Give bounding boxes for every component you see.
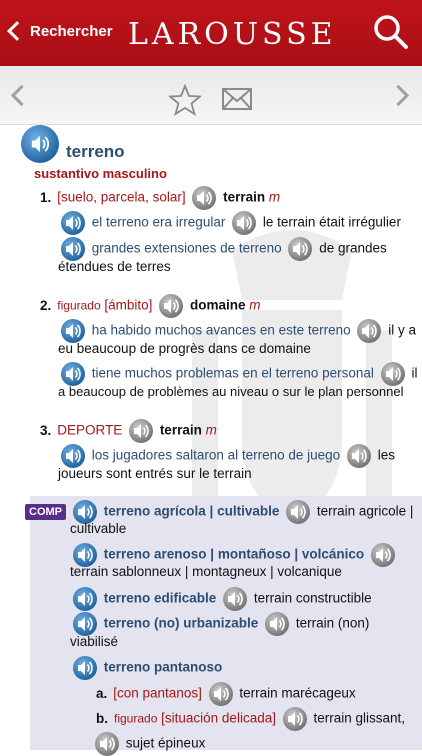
speaker-icon[interactable]: [283, 707, 307, 731]
compound-continuation: cultivable: [70, 521, 127, 536]
speaker-icon[interactable]: [209, 682, 233, 706]
sense-3: 3. DEPORTE terrain m: [40, 419, 217, 443]
speaker-icon[interactable]: [265, 612, 289, 636]
example: el terreno era irregular le terrain était irrégulier: [58, 211, 401, 235]
speaker-icon[interactable]: [129, 419, 153, 443]
toolbar: [0, 66, 422, 125]
speaker-icon[interactable]: [73, 587, 97, 611]
speaker-icon[interactable]: [95, 732, 119, 756]
speaker-icon[interactable]: [192, 186, 216, 210]
compound-item: terreno agrícola | cultivable terrain agricole |: [70, 500, 413, 524]
comp-badge: COMP: [25, 504, 66, 520]
compound-item: terreno pantanoso: [70, 656, 222, 680]
sense-1: 1. [suelo, parcela, solar] terrain m: [40, 186, 280, 210]
part-of-speech: sustantivo masculino: [34, 166, 167, 181]
speaker-icon[interactable]: [286, 500, 310, 524]
speaker-icon[interactable]: [347, 444, 371, 468]
speaker-icon[interactable]: [20, 124, 60, 164]
star-icon[interactable]: [169, 84, 201, 116]
speaker-icon[interactable]: [73, 656, 97, 680]
example: grandes extensiones de terreno de grandes: [58, 237, 387, 261]
search-icon[interactable]: [370, 12, 410, 52]
compound-continuation: terrain sablonneux | montagneux | volcanique: [70, 564, 342, 579]
chevron-left-icon[interactable]: [11, 85, 32, 106]
example: tiene muchos problemas en el terreno personal il: [58, 362, 417, 386]
chevron-right-icon[interactable]: [388, 85, 409, 106]
example-continuation: étendues de terres: [58, 259, 171, 274]
speaker-icon[interactable]: [61, 211, 85, 235]
example-continuation: a beaucoup de problèmes au niveau o sur le plan personnel: [58, 384, 404, 399]
speaker-icon[interactable]: [223, 587, 247, 611]
speaker-icon[interactable]: [288, 237, 312, 261]
speaker-icon[interactable]: [371, 543, 395, 567]
back-button[interactable]: [4, 18, 113, 44]
speaker-icon[interactable]: [232, 211, 256, 235]
speaker-icon[interactable]: [159, 294, 183, 318]
compound-item: terreno (no) urbanizable terrain (non): [70, 612, 369, 636]
example: ha habido muchos avances en este terreno il y a: [58, 319, 416, 343]
example: los jugadores saltaron al terreno de juego les: [58, 444, 395, 468]
back-button-label: Rechercher: [30, 22, 113, 40]
chevron-left-icon: [7, 21, 27, 41]
compound-subsense: a. [con pantanos] terrain marécageux: [96, 682, 356, 706]
top-bar: [0, 0, 422, 66]
compound-item: terreno arenoso | montañoso | volcánico: [70, 543, 398, 567]
compound-item: terreno edificable terrain constructible: [70, 587, 372, 611]
example-continuation: joueurs sont entrés sur le terrain: [58, 466, 252, 481]
mail-icon[interactable]: [222, 88, 252, 110]
compound-subsense: b. figurado [situación delicada] terrain glissant,: [96, 707, 405, 731]
brand-logo: LAROUSSE: [128, 17, 337, 52]
example-continuation: eu beaucoup de progrès dans ce domaine: [58, 341, 311, 356]
compound-continuation: sujet épineux: [92, 732, 205, 756]
speaker-icon[interactable]: [357, 319, 381, 343]
sense-2: 2. figurado [ámbito] domaine m: [40, 294, 261, 318]
headword: terreno: [66, 142, 125, 161]
compound-continuation: viabilisé: [70, 634, 119, 649]
